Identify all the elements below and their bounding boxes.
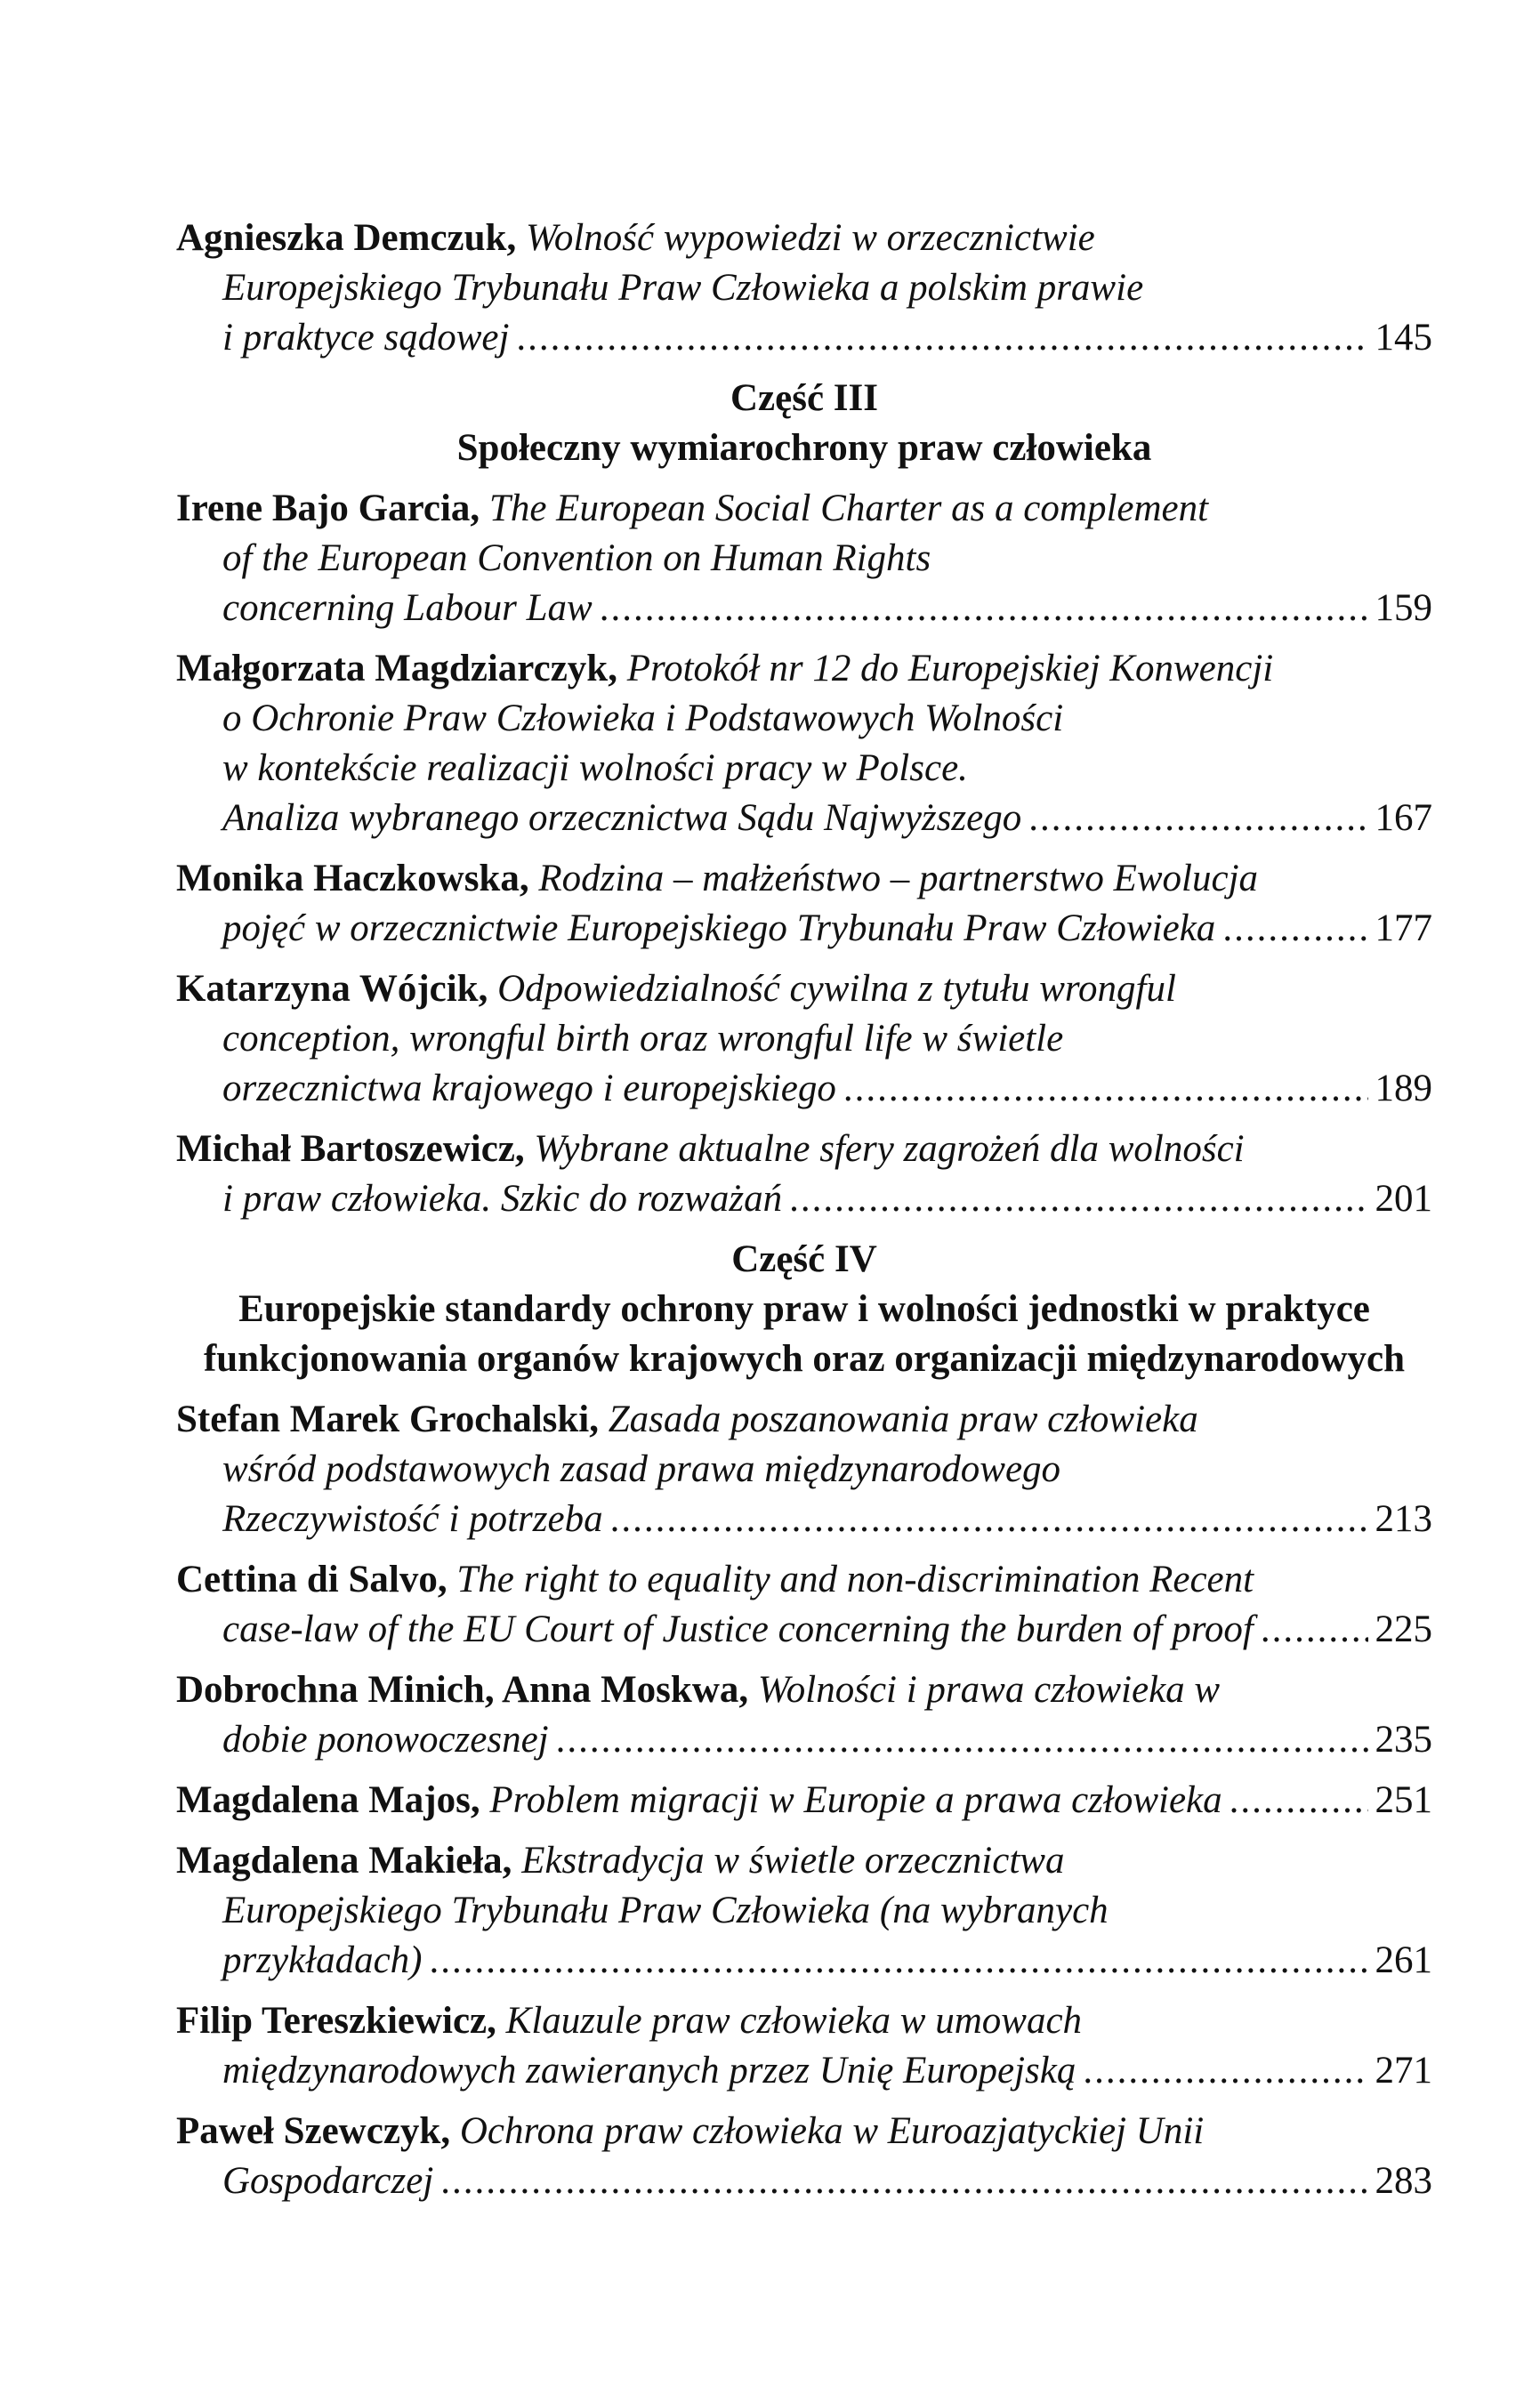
toc-entry-line (176, 904, 1432, 954)
entry-page-number: 261 (1375, 1939, 1432, 1981)
toc-entry (176, 1836, 1432, 1986)
toc-entry-line (176, 1886, 1432, 1936)
part-3-heading: Część III (730, 377, 878, 419)
entry-title-line: Wolności i prawa człowieka w (757, 1669, 1221, 1711)
entry-title-line: Europejskiego Trybunału Praw Człowieka (na wybranych (222, 1890, 1109, 1931)
toc-entry (176, 1996, 1432, 2096)
toc-entry-line (176, 534, 1432, 584)
dot-leader (789, 1174, 1367, 1224)
entry-title-line: Rzeczywistość i potrzeba (222, 1498, 603, 1540)
toc-entry-line (176, 1715, 1432, 1765)
table-of-contents (176, 214, 1432, 2217)
entry-author: Filip Tereszkiewicz, (176, 2000, 496, 2042)
entry-author: Monika Haczkowska, (176, 858, 529, 899)
entry-title-line: Analiza wybranego orzecznictwa Sądu Najwyższego (222, 797, 1022, 839)
entry-author: Dobrochna Minich, Anna Moskwa, (176, 1669, 749, 1711)
toc-entry-line (176, 1014, 1432, 1064)
entry-title-line: of the European Convention on Human Rights (222, 537, 931, 579)
entry-title-line: Wybrane aktualne sfery zagrożeń dla wolności (534, 1128, 1245, 1170)
toc-entry-line (176, 1665, 1432, 1715)
entry-title-line: Gospodarczej (222, 2160, 434, 2202)
toc-entry-line (176, 1836, 1432, 1886)
entry-title-line: Zasada poszanowania praw człowieka (608, 1399, 1198, 1440)
toc-entry-line (176, 313, 1432, 363)
toc-group-b (176, 484, 1432, 1224)
entry-page-number: 201 (1375, 1178, 1432, 1220)
toc-entry-line (176, 2107, 1432, 2156)
toc-entry-line (176, 263, 1432, 313)
toc-entry-line (176, 1124, 1432, 1174)
entry-title-line: Problem migracji w Europie a prawa człowieka (489, 1779, 1222, 1821)
toc-entry-line (176, 1445, 1432, 1495)
toc-entry (176, 854, 1432, 954)
entry-title-line: przykładach) (222, 1939, 423, 1981)
entry-title-line: wśród podstawowych zasad prawa międzynarodowego (222, 1448, 1061, 1490)
toc-entry-line (176, 484, 1432, 534)
entry-title-line: o Ochronie Praw Człowieka i Podstawowych Wolności (222, 697, 1064, 739)
toc-entry (176, 1665, 1432, 1765)
entry-title-line: Europejskiego Trybunału Praw Człowieka a polskim prawie (222, 267, 1144, 309)
entry-author: Małgorzata Magdziarczyk, (176, 648, 617, 689)
dot-leader (430, 1936, 1368, 1986)
entry-author: Michał Bartoszewicz, (176, 1128, 525, 1170)
entry-title-line: The European Social Charter as a complement (488, 488, 1209, 529)
entry-author: Cettina di Salvo, (176, 1559, 447, 1600)
entry-title-line: Ochrona praw człowieka w Euroazjatyckiej Unii (459, 2110, 1205, 2152)
toc-entry-line (176, 1555, 1432, 1605)
toc-entry-line (176, 1776, 1432, 1826)
toc-entry-line (176, 794, 1432, 843)
dot-leader (1222, 904, 1367, 954)
toc-entry-line (176, 1064, 1432, 1114)
entry-title-line: Wolność wypowiedzi w orzecznictwie (525, 217, 1095, 259)
entry-title-line: i praktyce sądowej (222, 317, 510, 359)
entry-title-line: The right to equality and non-discrimination Recent (456, 1559, 1254, 1600)
entry-title-line: pojęć w orzecznictwie Europejskiego Trybunału Praw Człowieka (222, 907, 1216, 949)
toc-entry-line (176, 1395, 1432, 1445)
entry-author: Paweł Szewczyk, (176, 2110, 451, 2152)
part-4-heading: Część IV (731, 1238, 877, 1280)
toc-entry (176, 2107, 1432, 2206)
toc-entry-line (176, 2156, 1432, 2206)
toc-entry (176, 1555, 1432, 1655)
entry-author: Katarzyna Wójcik, (176, 968, 488, 1010)
dot-leader (843, 1064, 1368, 1114)
toc-group-a (176, 214, 1432, 363)
entry-page-number: 235 (1375, 1719, 1432, 1761)
entry-page-number: 159 (1375, 587, 1432, 629)
entry-title-line: Protokół nr 12 do Europejskiej Konwencji (626, 648, 1274, 689)
dot-leader (1230, 1776, 1368, 1826)
entry-page-number: 213 (1375, 1498, 1432, 1540)
entry-author: Irene Bajo Garcia, (176, 488, 480, 529)
part-4-title-line-1: Europejskie standardy ochrony praw i wolności jednostki w praktyce (238, 1288, 1370, 1330)
toc-entry (176, 1395, 1432, 1544)
entry-title-line: dobie ponowoczesnej (222, 1719, 549, 1761)
entry-page-number: 189 (1375, 1068, 1432, 1109)
toc-entry (176, 644, 1432, 843)
entry-author: Stefan Marek Grochalski, (176, 1399, 599, 1440)
part-4-title-line-2: funkcjonowania organów krajowych oraz organizacji międzynarodowych (203, 1338, 1406, 1380)
dot-leader (1083, 2046, 1367, 2096)
entry-title-line: i praw człowieka. Szkic do rozważań (222, 1178, 783, 1220)
toc-entry (176, 964, 1432, 1114)
toc-entry (176, 1124, 1432, 1224)
dot-leader (516, 313, 1367, 363)
entry-title-line: Ekstradycja w świetle orzecznictwa (521, 1840, 1065, 1882)
toc-entry-line (176, 694, 1432, 744)
entry-author: Magdalena Majos, (176, 1779, 480, 1821)
dot-leader (556, 1715, 1368, 1765)
toc-entry-line (176, 1495, 1432, 1544)
toc-entry (176, 484, 1432, 633)
entry-page-number: 177 (1375, 907, 1432, 949)
dot-leader (440, 2156, 1367, 2206)
entry-page-number: 167 (1375, 797, 1432, 839)
entry-page-number: 271 (1375, 2050, 1432, 2092)
toc-entry-line (176, 2046, 1432, 2096)
toc-entry-line (176, 744, 1432, 794)
toc-entry-line (176, 1996, 1432, 2046)
entry-title-line: orzecznictwa krajowego i europejskiego (222, 1068, 836, 1109)
entry-title-line: concerning Labour Law (222, 587, 593, 629)
toc-entry-line (176, 854, 1432, 904)
entry-title-line: Rodzina – małżeństwo – partnerstwo Ewolucja (538, 858, 1259, 899)
entry-author: Magdalena Makieła, (176, 1840, 512, 1882)
toc-entry (176, 1776, 1432, 1826)
part-3-title: Społeczny wymiarochrony praw człowieka (456, 427, 1152, 469)
entry-title-line: case-law of the EU Court of Justice concerning the burden of proof (222, 1608, 1254, 1650)
toc-entry-line (176, 584, 1432, 633)
toc-entry (176, 214, 1432, 363)
entry-author: Agnieszka Demczuk, (176, 217, 517, 259)
entry-page-number: 251 (1375, 1779, 1432, 1821)
dot-leader (610, 1495, 1368, 1544)
entry-title-line: Odpowiedzialność cywilna z tytułu wrongful (497, 968, 1176, 1010)
entry-page-number: 283 (1375, 2160, 1432, 2202)
dot-leader (600, 584, 1368, 633)
toc-entry-line (176, 1936, 1432, 1986)
entry-title-line: międzynarodowych zawieranych przez Unię Europejską (222, 2050, 1076, 2092)
dot-leader (1261, 1605, 1368, 1655)
entry-page-number: 145 (1375, 317, 1432, 359)
entry-title-line: Klauzule praw człowieka w umowach (505, 2000, 1083, 2042)
toc-entry-line (176, 644, 1432, 694)
entry-page-number: 225 (1375, 1608, 1432, 1650)
entry-title-line: conception, wrongful birth oraz wrongful life w świetle (222, 1018, 1064, 1060)
toc-entry-line (176, 214, 1432, 263)
toc-entry-line (176, 964, 1432, 1014)
toc-entry-line (176, 1174, 1432, 1224)
toc-group-c (176, 1395, 1432, 2206)
dot-leader (1028, 794, 1367, 843)
toc-entry-line (176, 1605, 1432, 1655)
entry-title-line: w kontekście realizacji wolności pracy w Polsce. (222, 747, 968, 789)
